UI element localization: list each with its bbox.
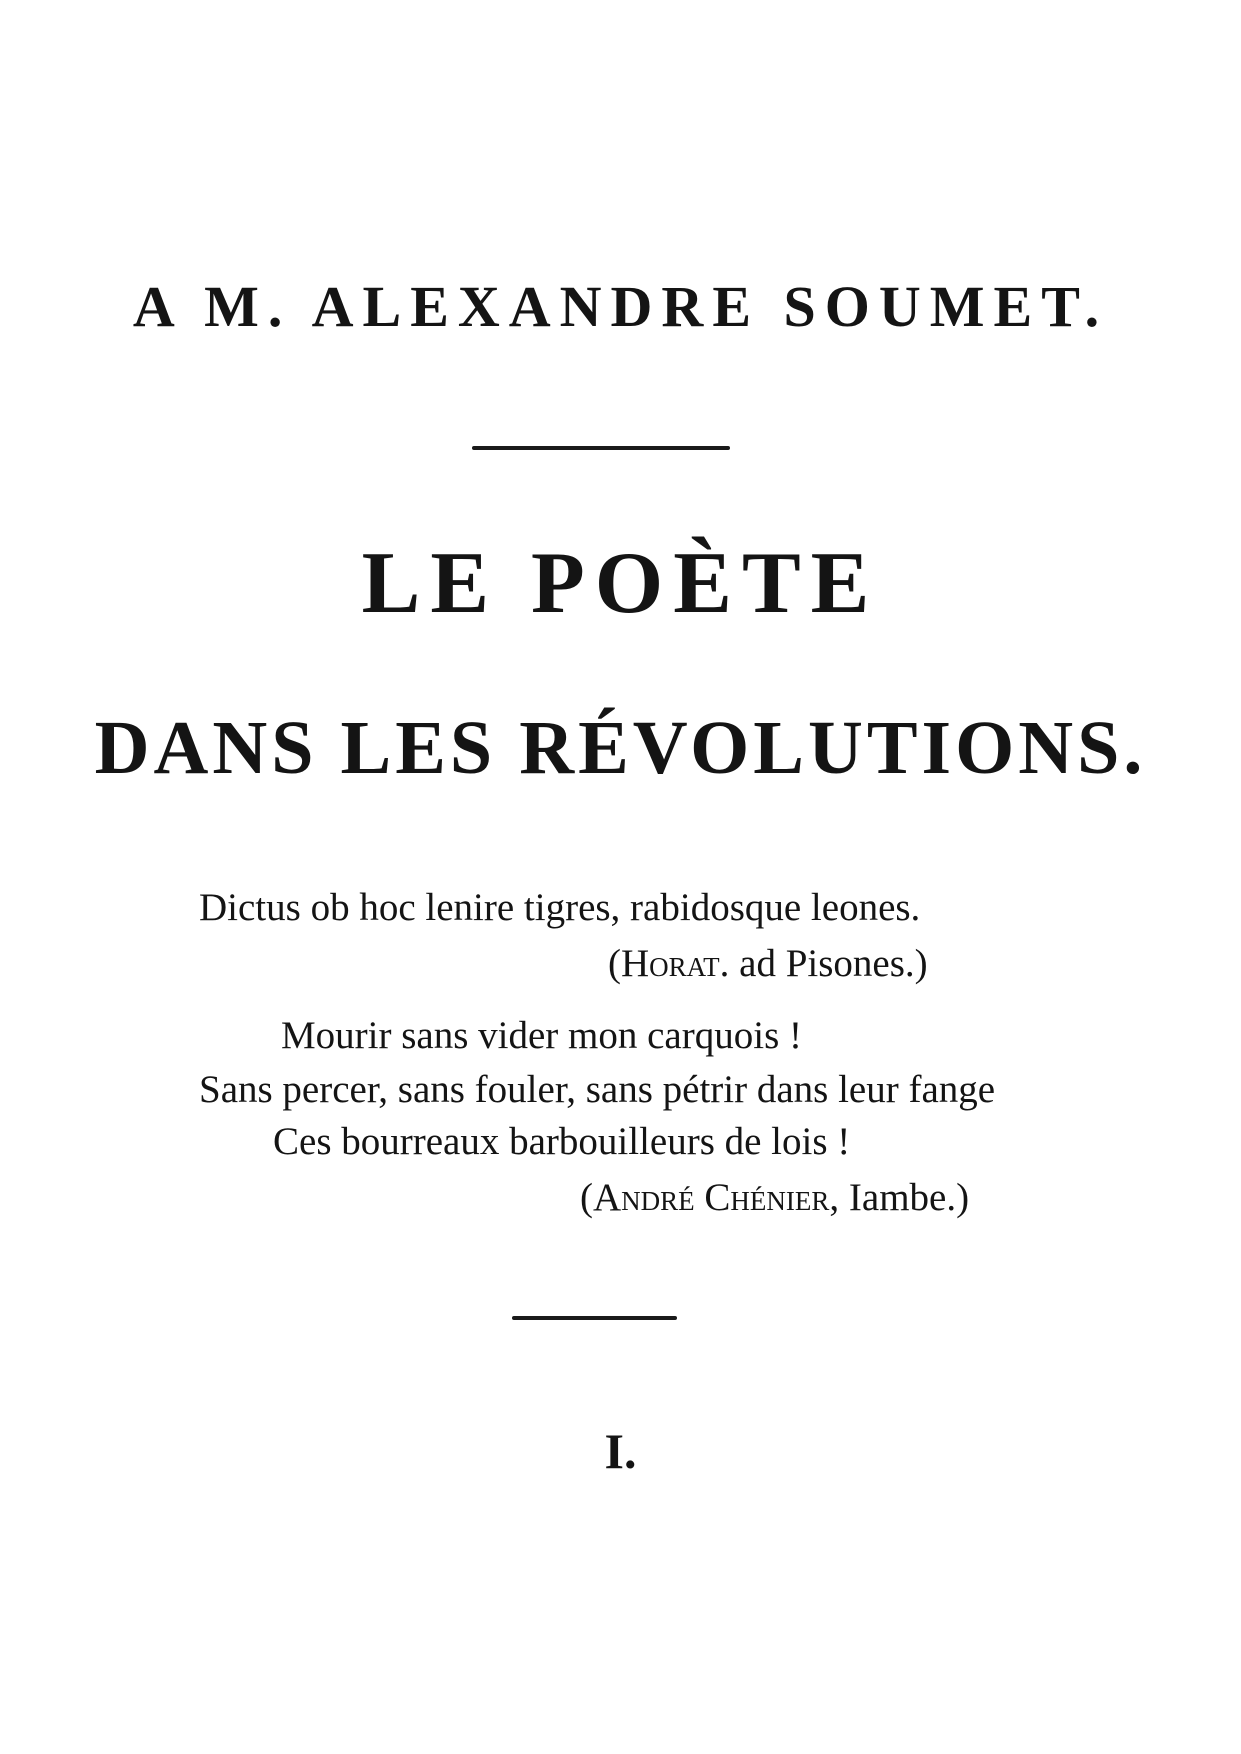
epigraph-1-source-author: Horat. (621, 942, 730, 985)
epigraph-1-source (608, 944, 928, 983)
epigraph-2-line-3: Ces bourreaux barbouilleurs de lois ! (273, 1120, 851, 1163)
epigraph-2-line-2: Sans percer, sans fouler, sans pétrir dans leur fange (199, 1068, 996, 1111)
dedication-heading: A M. ALEXANDRE SOUMET. (132, 274, 1109, 339)
bottom-divider-rule (512, 1316, 677, 1320)
epigraph-2-source-rest: Iambe.) (839, 1176, 970, 1219)
poem-title-line-2: DANS LES RÉVOLUTIONS. (94, 706, 1147, 790)
epigraph-2-source-open: ( (580, 1176, 593, 1219)
poem-title-line-1: LE POÈTE (361, 535, 880, 632)
epigraph-2-source-author: André Chénier, (593, 1176, 840, 1219)
epigraph-1-source-open: ( (608, 942, 621, 985)
section-number: I. (604, 1423, 637, 1479)
epigraph-1-text: Dictus ob hoc lenire tigres, rabidosque leones. (199, 886, 921, 929)
epigraph-2-line-1: Mourir sans vider mon carquois ! (281, 1014, 802, 1057)
epigraph-1-source-rest: ad Pisones.) (729, 942, 928, 985)
epigraph-2-source (580, 1178, 969, 1217)
top-divider-rule (472, 446, 730, 450)
